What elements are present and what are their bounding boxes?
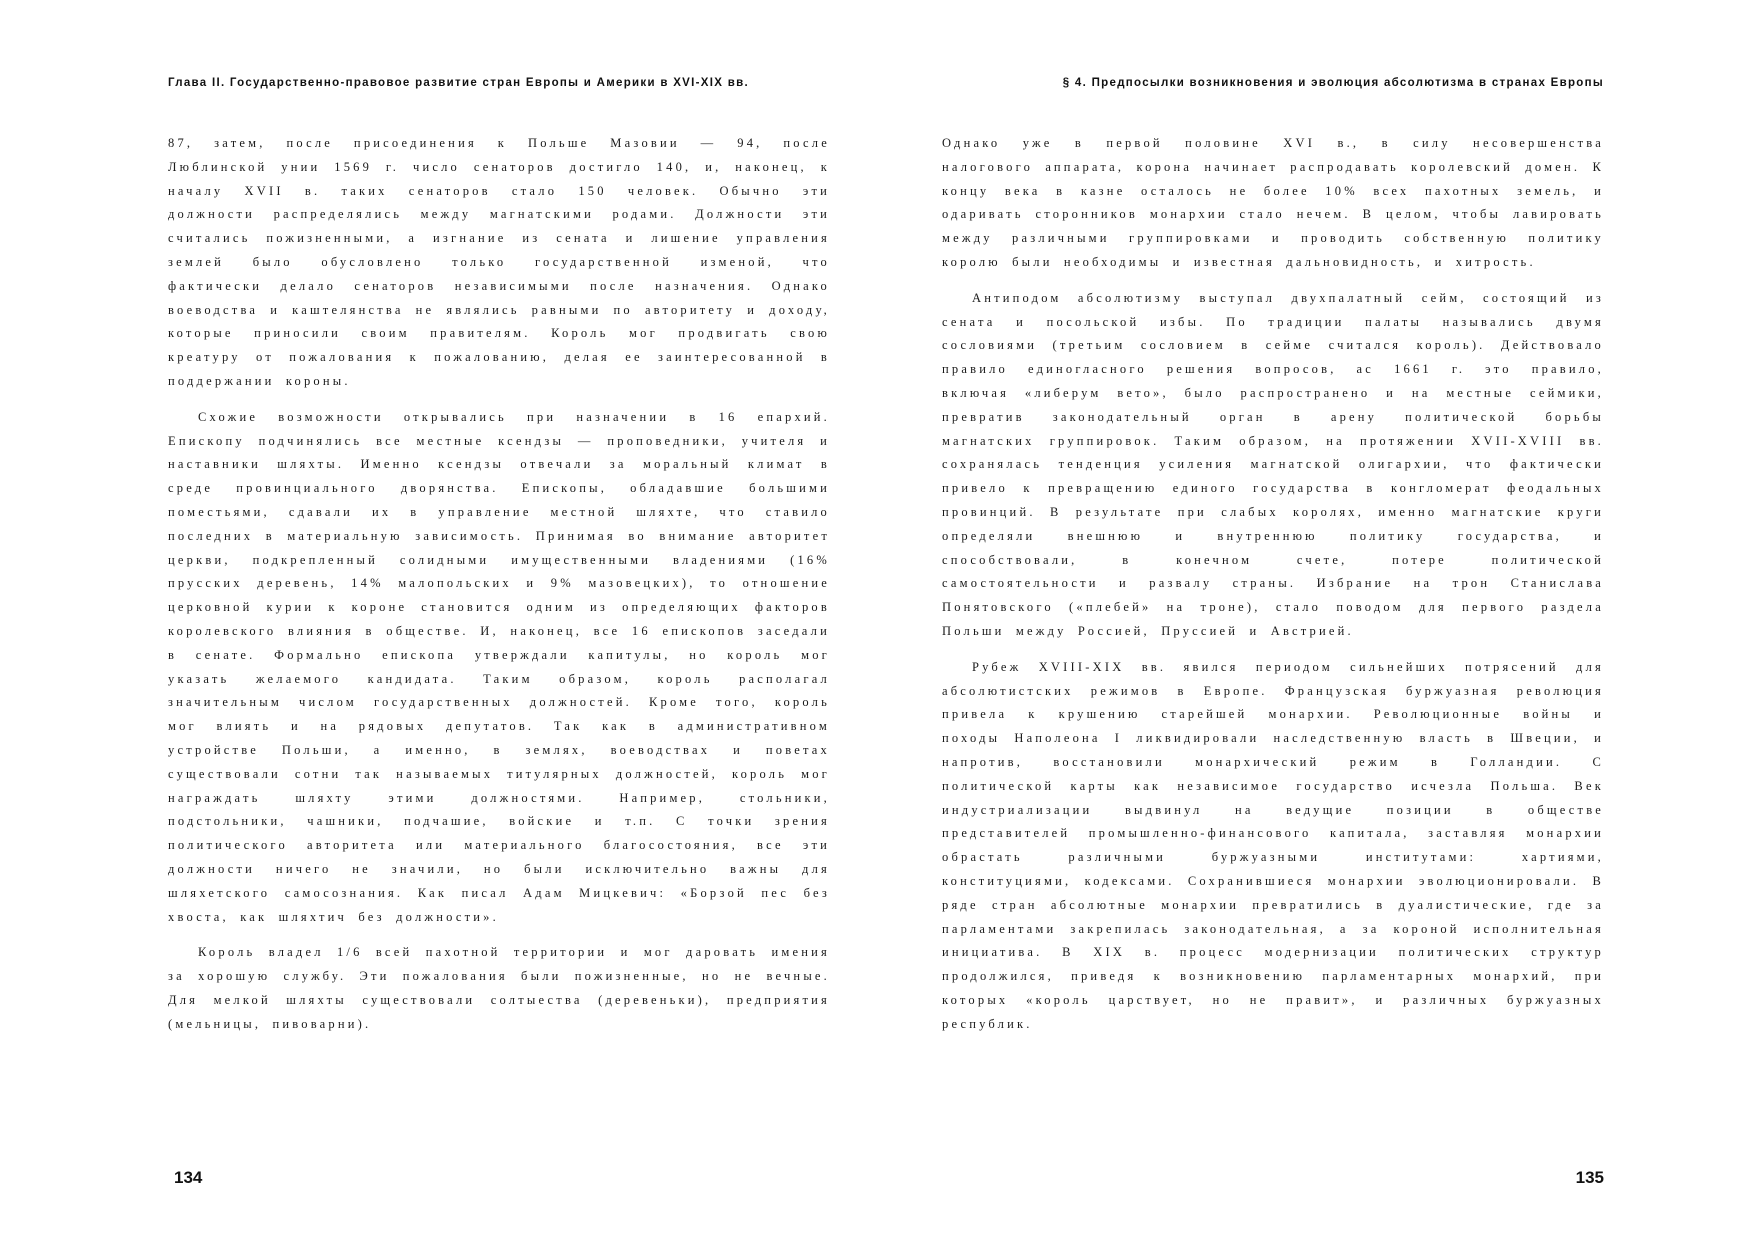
body-text-left bbox=[168, 132, 830, 1048]
left-page bbox=[168, 0, 830, 1239]
right-page bbox=[942, 0, 1604, 1239]
paragraph: Антиподом абсолютизму выступал двухпалатный сейм, состоящий из сената и посольской избы. По традиции палаты назывались двумя сословиями (третьим сословием в сейме считался король). Действовало правило единогласного решения вопросов, ас 1661 г. это правило, включая «либерум вето», было распространено и на местные сеймики, превратив законодательный орган в арену политической борьбы магнатских группировок. Таким образом, на протяжении XVII-XVIII вв. сохранялась тенденция усиления магнатской олигархии, что фактически привело к превращению единого государства в конгломерат феодальных провинций. В результате при слабых королях, именно магнатские круги определяли внешнюю и внутреннюю политику государства, и способствовали, в конечном счете, потере политической самостоятельности и развалу страны. Избрание на трон Станислава Понятовского («плебей» на троне), стало поводом для первого раздела Польши между Россией, Пруссией и Австрией. bbox=[942, 290, 1604, 638]
running-head-right: § 4. Предпосылки возникновения и эволюция абсолютизма в странах Европы bbox=[1062, 77, 1604, 89]
running-head-left: Глава II. Государственно-правовое развитие стран Европы и Америки в XVI-XIX вв. bbox=[168, 77, 749, 89]
paragraph: Рубеж XVIII-XIX вв. явился периодом сильнейших потрясений для абсолютистских режимов в Европе. Французская буржуазная революция привела к крушению старейшей монархии. Революционные войны и походы Наполеона I ликвидировали наследственную власть в Швеции, и напротив, восстановили монархический режим в Голландии. С политической карты как независимое государство исчезла Польша. Век индустриализации выдвинул на ведущие позиции в обществе представителей промышленно-финансового капитала, заставляя монархии обрастать различными буржуазными институтами: хартиями, конституциями, кодексами. Сохранившиеся монархии эволюционировали. В ряде стран абсолютные монархии превратились в дуалистические, где за парламентами закрепилась законодательная, а за короной исполнительная инициатива. В XIX в. процесс модернизации политических структур продолжился, приведя к возникновению парламентарных монархий, при которых «король царствует, но не правит», и различных буржуазных республик. bbox=[942, 659, 1604, 1031]
paragraph: Король владел 1/6 всей пахотной территории и мог даровать имения за хорошую службу. Эти пожалования были пожизненные, но не вечные. Для мелкой шляхты существовали солтыества (деревеньки), предприятия (мельницы, пивоварни). bbox=[168, 945, 830, 1031]
paragraph: Однако уже в первой половине XVI в., в силу несовершенства налогового аппарата, корона начинает распродавать королевский домен. К концу века в казне осталось не более 10% всех пахотных земель, и одаривать сторонников монархии стало нечем. В целом, чтобы лавировать между различными группировками и проводить собственную политику королю были необходимы и известная дальновидность, и хитрость. bbox=[942, 136, 1604, 269]
paragraph: Схожие возможности открывались при назначении в 16 епархий. Епископу подчинялись все местные ксендзы — проповедники, учителя и наставники шляхты. Именно ксендзы отвечали за моральный климат в среде провинциального дворянства. Епископы, обладавшие большими поместьями, сдавали их в управление местной шляхте, что ставило последних в материальную зависимость. Принимая во внимание авторитет церкви, подкрепленный солидными имущественными владениями (16% прусских деревень, 14% малопольских и 9% мазовецких), то отношение церковной курии к короне становится одним из определяющих факторов королевского влияния в обществе. И, наконец, все 16 епископов заседали в сенате. Формально епископа утверждали капитулы, но король мог указать желаемого кандидата. Таким образом, король располагал значительным числом государственных должностей. Кроме того, король мог влиять и на рядовых депутатов. Так как в административном устройстве Польши, а именно, в землях, воеводствах и поветах существовали сотни так называемых титулярных должностей, король мог награждать шляхту этими должностями. Например, стольники, подстольники, чашники, подчашие, войские и т.п. С точки зрения политического авторитета или материального благосостояния, все эти должности ничего не значили, но были исключительно важны для шляхетского самосознания. Как писал Адам Мицкевич: «Борзой пес без хвоста, как шляхтич без должности». bbox=[168, 409, 830, 924]
paragraph: 87, затем, после присоединения к Польше Мазовии — 94, после Люблинской унии 1569 г. число сенаторов достигло 140, и, наконец, к началу XVII в. таких сенаторов стало 150 человек. Обычно эти должности распределялись между магнатскими родами. Должности эти считались пожизненными, а изгнание из сената и лишение управления землей было обусловлено только государственной изменой, что фактически делало сенаторов независимыми после назначения. Однако воеводства и каштелянства не являлись равными по авторитету и доходу, которые приносили своим правителям. Король мог продвигать свою креатуру от пожалования к пожалованию, делая ее заинтересованной в поддержании короны. bbox=[168, 136, 830, 388]
body-text-right bbox=[942, 132, 1604, 1048]
page-number-right: 135 bbox=[1575, 1168, 1604, 1187]
page-number-left: 134 bbox=[174, 1168, 203, 1187]
